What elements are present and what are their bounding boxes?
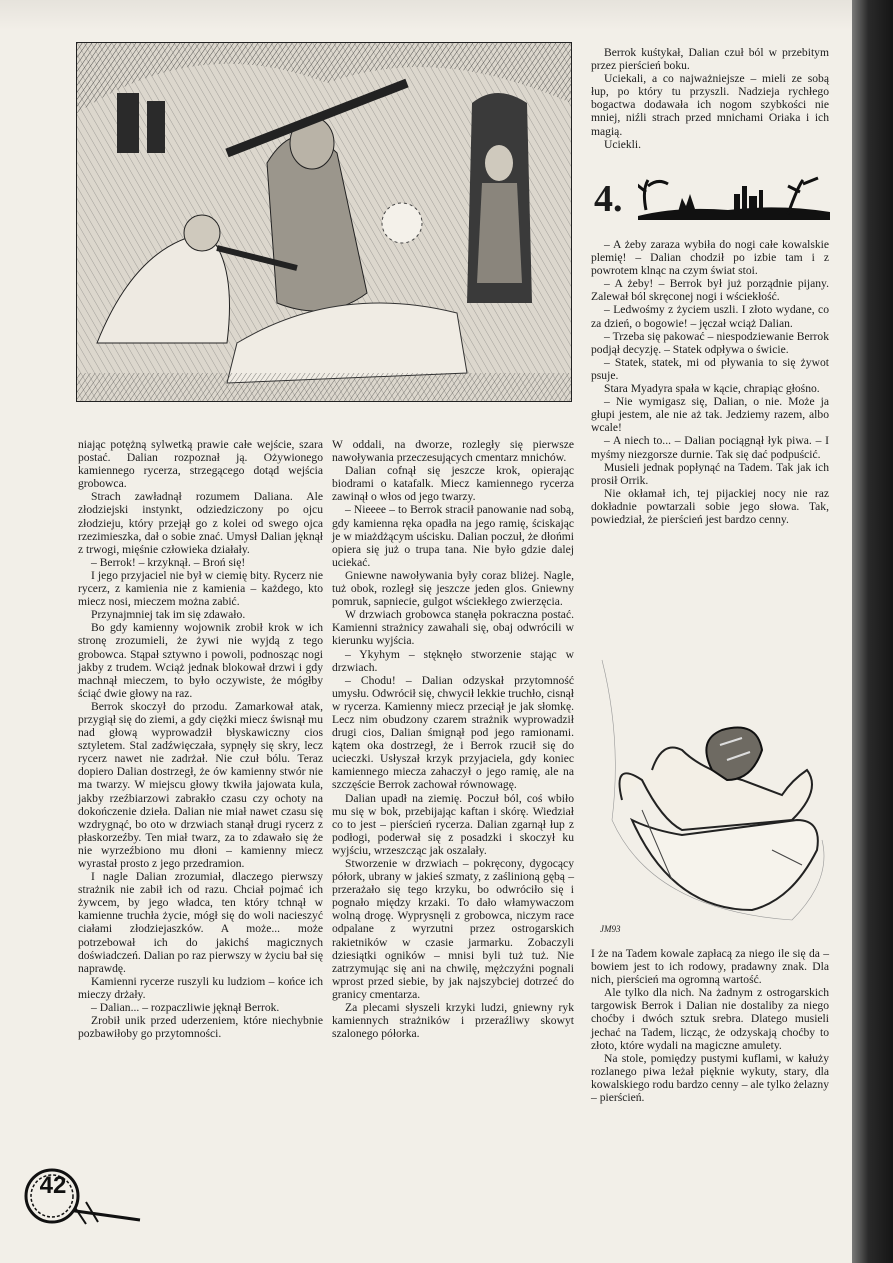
text-column-3-bottom xyxy=(591,947,829,1104)
paragraph: – A żeby! – Berrok był już porządnie pijany. Zalewał ból skręconej nogi i wściekłość. xyxy=(591,277,829,304)
paragraph: Stara Myadyra spała w kącie, chrapiąc głośno. xyxy=(604,382,820,396)
paragraph: Berrok kuśtykał, Dalian czuł ból w przebitym przez pierścień boku. xyxy=(591,46,829,73)
paragraph: W drzwiach grobowca stanęła pokraczna postać. Kamienni strażnicy zawahali się, obaj odwrócili w kierunku wyjścia. xyxy=(332,608,574,648)
paragraph: – A żeby zaraza wybiła do nogi całe kowalskie plemię! – Dalian chodził po izbie tam i z powrotem klnąc na czym świat stoi. xyxy=(591,238,829,278)
paragraph: Przynajmniej tak im się zdawało. xyxy=(91,608,246,622)
text-column-2 xyxy=(332,438,574,1040)
chapter-vignette-landscape xyxy=(638,176,830,220)
paragraph: – A niech to... – Dalian pociągnął łyk piwa. – I myśmy niezgorsze durnie. Tak się dać podpuścić. xyxy=(591,434,829,461)
paragraph: Za plecami słyszeli krzyki ludzi, gniewny ryk kamiennych strażników i przeraźliwy skowyt szalonego półorka. xyxy=(332,1001,574,1041)
paragraph: – Chodu! – Dalian odzyskał przytomność umysłu. Odwrócił się, chwycił lekkie truchło, cisnął w rycerza. Kamienny miecz przeciął je jak słomkę. Lecz nim obudzony czarem strażnik wyprowadził drugi cios, Dalian śmignął pod jego ramionami. kątem oka dostrzegł, że i Berrok rzucił się do ucieczki. Usłyszał krzyk przyjaciela, gdy koniec kamiennego miecza zahaczył o jego ramię, ale na szczęście Berrok zachował równowagę. xyxy=(332,673,574,792)
paragraph: – Trzeba się pakować – niespodziewanie Berrok podjął decyzję. – Statek odpływa o świcie. xyxy=(591,329,829,356)
paragraph: Na stole, pomiędzy pustymi kuflami, w kałuży rozlanego piwa leżał pięknie wykuty, stary, dla kowalskiego rodu bardzo cenny – ale tylko żelazny – pierścień. xyxy=(591,1051,829,1105)
page-number-badge xyxy=(14,1156,144,1226)
paragraph: Uciekali, a co najważniejsze – mieli ze sobą łup, po który tu przyszli. Nadzieja rychłego bogactwa dodawała ich nogom szybkości nie mniej, niźli strach przed mnichami Oriaka i ich magią. xyxy=(591,72,829,138)
paragraph: – Nieeee – to Berrok stracił panowanie nad sobą, gdy kamienna ręka opadła na jego ramię, ściskając je w miażdżącym uścisku. Dalian poczuł, że dłońmi opiera się już o trupa tana. Nie było gdzie dalej uciekać. xyxy=(332,503,574,569)
paragraph: – Berrok! – krzyknął. – Broń się! xyxy=(91,555,246,569)
paragraph: I że na Tadem kowale zapłacą za niego ile się da – bowiem jest to ich rodowy, pradawny znak. Dla nich, pierścień ma ogromną wartość. xyxy=(591,947,829,987)
paragraph: Uciekli. xyxy=(604,137,642,151)
paragraph: I nagle Dalian zrozumiał, dlaczego pierwszy strażnik nie zabił ich od razu. Chciał pojmać ich żywcem, by jego władca, ten który tchnął w kamienne truchła życie, mógł się do woli nacieszyć ciałami złodziejaszków. A może... może potrzebował ich do jakichś magicznych doświadczeń. Dalian po raz pierwszy w życiu bał się naprawdę. xyxy=(78,870,323,975)
paragraph: Dalian upadł na ziemię. Poczuł ból, coś wbiło mu się w bok, przebijając kaftan i skórę. Wiedział co to jest – pierścień rycerza. Dalian zgarnął łup z podłogi, poderwał się z posadzki i skoczył ku wyjściu, wrzeszcząc jak oszalały. xyxy=(332,791,574,857)
paragraph: – Statek, statek, mi od pływania to się żywot psuje. xyxy=(591,355,829,382)
paragraph: Berrok skoczył do przodu. Zamarkował atak, przygiął się do ziemi, a gdy ciężki miecz świsnął mu nad głową wyprowadził błyskawiczny cios sztyletem. Stal zadźwięczała, sypnęły się skry, lecz rycerz nawet nie zadrżał. Nie czuł bólu. Teraz dopiero Dalian dostrzegł, że ów kamienny stwór nie ma twarzy. W miejscu głowy tkwiła jajowata kula, jakby rzeźbiarzowi zabrakło czasu czy ochoty na dokończenie dzieła. Dalian nie miał nawet czasu się wzdrygnąć, bo oto w drzwiach stanął drugi rycerz z płaskorzeźby. Ten miał twarz, za to zdawało się że nie wyrzeźbiono mu dłoni – kamienny miecz wyrastał prosto z jego przedramion. xyxy=(78,699,323,870)
chapter-number: 4. xyxy=(594,178,623,220)
text-column-3-middle xyxy=(591,238,829,526)
hand-illustration-drawing xyxy=(592,620,832,940)
paragraph: – Nie wymigasz się, Dalian, o nie. Może ja głupi jestem, ale nie aż tak. Jedziemy razem, albo wcale! xyxy=(591,395,829,435)
paragraph: Dalian cofnął się jeszcze krok, opierając biodrami o katafalk. Miecz kamiennego rycerza zawinął o włos od jego twarzy. xyxy=(332,464,574,504)
paragraph: – Ledwośmy z życiem uszli. I złoto wydane, co za dzień, o bogowie! – jęczał wciąż Dalian. xyxy=(591,303,829,330)
paragraph: Zrobił unik przed uderzeniem, które niechybnie pozbawiłoby go przytomności. xyxy=(78,1014,323,1041)
page-top-shadow xyxy=(0,0,852,30)
chapter-heading xyxy=(594,176,832,222)
paragraph: W oddali, na dworze, rozległy się pierwsze nawoływania przeczesujących cmentarz mnichów. xyxy=(332,438,574,465)
paragraph: – Ykyhym – stęknęło stworzenie stając w drzwiach. xyxy=(332,647,574,674)
paragraph: Nie okłamał ich, tej pijackiej nocy nie raz dokładnie powtarzali sobie jego słowa. Tak, powiedział, że pierścień jest bardzo cenny. xyxy=(591,486,829,526)
hand-illustration xyxy=(592,620,832,940)
binding-edge xyxy=(852,0,893,1263)
paragraph: Kamienni rycerze ruszyli ku ludziom – końce ich mieczy drżały. xyxy=(78,974,323,1001)
paragraph: Gniewne nawoływania były coraz bliżej. Nagle, tuż obok, rozległ się jeszcze jeden glos. Gniewny pomruk, sapniecie, gulgot wściekłego zwierzęcia. xyxy=(332,568,574,609)
text-column-1 xyxy=(78,438,323,1040)
crypt-illustration-drawing xyxy=(77,43,571,401)
paragraph: – Dalian... – rozpaczliwie jęknął Berrok. xyxy=(91,1001,280,1015)
text-column-3-top xyxy=(591,46,829,151)
paragraph: I jego przyjaciel nie był w ciemię bity. Rycerz nie rycerz, z kamienia nie z kamienia – każdego, kto miecz nosi, mieczem można zabić. xyxy=(78,568,323,609)
page-number: 42 xyxy=(39,1172,67,1199)
paragraph: Musieli jednak popłynąć na Tadem. Tak jak ich prosił Orrik. xyxy=(591,460,829,487)
crypt-illustration xyxy=(76,42,572,402)
paragraph: Ale tylko dla nich. Na żadnym z ostrogarskich targowisk Berrok i Dalian nie dostaliby za niego choćby i dwóch sztuk srebra. Dlatego musieli jechać na Tadem, licząc, że odzyskają choćby to złoto, które wydali na magiczne amulety. xyxy=(591,986,829,1052)
paragraph: Bo gdy kamienny wojownik zrobił krok w ich stronę zrozumieli, że żywi nie wyjdą z tego grobowca. Stąpał sztywno i powoli, podnosząc nogi jakby z trudem. Wciąż jednak blokował drzwi i gdy machnął mieczem, to było oczywiste, że mógłby ściąć dwie głowy na raz. xyxy=(78,621,323,700)
paragraph: Stworzenie w drzwiach – pokręcony, dygocący półork, ubrany w jakieś szmaty, z zaślinioną gębą – przerażało się tego krzyku, bo odwróciło się i pognało między krzaki. To dało włamywaczom wolną drogę. Wyprysnęli z grobowca, niczym race odpalane z wyrzutni przez ostrogarskich rakietników w czasie jarmarku. Zobaczyli dziesiątki ogników – mnisi byli tuż tuż. Nie zatrzymując się ani na chwilę, mężczyźni pognali wprost przed siebie, by jak najszybciej dotrzeć do granicy cmentarza. xyxy=(332,857,574,1001)
artist-signature: JM93 xyxy=(600,924,621,934)
paragraph: Strach zawładnął rozumem Daliana. Ale złodziejski instynkt, odziedziczony po ojcu złodzieju, który przejął go z kolei od swego ojca rzezimieszka, dał o sobie znać. Umysł Dalian jęknął z trwogi, mięśnie człowieka działały. xyxy=(78,490,323,556)
paragraph: niając potężną sylwetką prawie całe wejście, szara postać. Dalian rozpoznał ją. Ożywionego kamiennego rycerza, strzegącego dotąd wejścia grobowca. xyxy=(78,438,323,491)
